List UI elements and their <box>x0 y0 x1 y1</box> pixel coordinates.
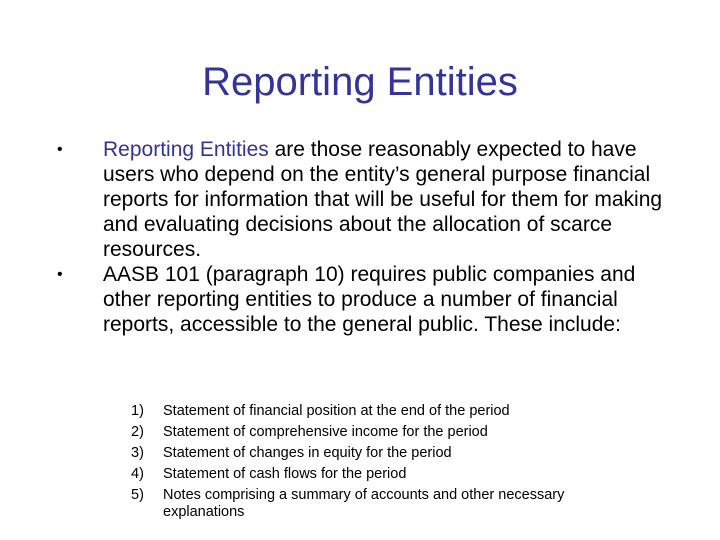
statement-number: 3) <box>131 445 144 461</box>
statement-text: Statement of comprehensive income for the period <box>163 424 488 440</box>
highlighted-term: Reporting Entities <box>103 138 269 161</box>
statement-item <box>131 401 631 422</box>
statement-number: 1) <box>131 403 144 419</box>
statement-number: 5) <box>131 487 144 503</box>
statement-item <box>131 422 631 443</box>
statement-item <box>131 485 631 521</box>
statement-text: Statement of changes in equity for the period <box>163 445 452 461</box>
bullet-dot-icon: • <box>57 141 63 158</box>
statement-text: Notes comprising a summary of accounts and other necessary explanations <box>163 487 565 520</box>
bullet-item-aasb-101 <box>57 262 667 337</box>
statement-text: Statement of cash flows for the period <box>163 466 407 482</box>
statement-number: 2) <box>131 424 144 440</box>
slide-title: Reporting Entities <box>202 60 518 104</box>
statement-item <box>131 464 631 485</box>
bullet-text: are those reasonably expected to have users who depend on the entity’s general purpose financial reports for information that will be useful for them for making and evaluating decisions about the allocation of scarce resources. <box>103 138 663 261</box>
statement-item <box>131 443 631 464</box>
statement-text: Statement of financial position at the end of the period <box>163 403 510 419</box>
bullet-text: AASB 101 (paragraph 10) requires public companies and other reporting entities to produce a number of financial reports, accessible to the general public. These include: <box>103 263 636 336</box>
statements-list <box>131 401 631 521</box>
bullet-item-reporting-entities <box>57 137 667 262</box>
statement-number: 4) <box>131 466 144 482</box>
bullet-dot-icon: • <box>57 266 63 283</box>
bullet-list <box>57 137 667 337</box>
